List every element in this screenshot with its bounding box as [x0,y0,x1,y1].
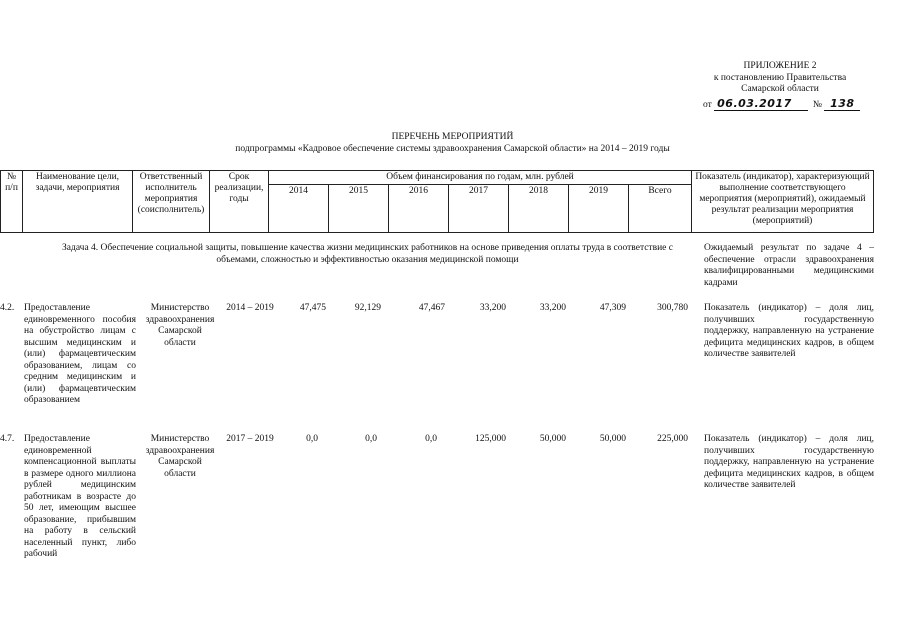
header-total: Всего [629,185,692,233]
header-funding-group: Объем финансирования по годам, млн. рублей [269,171,692,185]
row-4-7-value-2019: 50,000 [599,434,626,444]
row-4-2-value-2017: 33,200 [479,303,506,313]
task-4-text: Задача 4. Обеспечение социальной защиты, повышение качества жизни медицинских работников на основе приведения оплаты труда в соответствие с объемами, сложностью и эффективностью оказания медицинской помощи [62,243,673,265]
task-4-result: Ожидаемый результат по задаче 4 – обеспечение отрасли здравоохранения квалифицированными медицинскими кадрами [704,243,874,288]
row-4-7-value-2018: 50,000 [539,434,566,444]
document-subtitle: подпрограммы «Кадровое обеспечение системы здравоохранения Самарской области» на 2014 – 2019 годы [235,144,670,154]
row-4-7-value-2016: 0,0 [425,434,437,444]
header-name: Наименование цели, задачи, мероприятия [23,171,133,233]
date-prefix: от [703,100,712,110]
header-responsible: Ответственный исполнитель мероприятия (соисполнитель) [133,171,210,233]
appendix-line-2: Самарской области [741,84,819,94]
row-4-7-value-2014: 0,0 [306,434,318,444]
row-4-2-value-2016: 47,467 [418,303,445,313]
row-4-7-value-total: 225,000 [657,434,688,444]
appendix-title: ПРИЛОЖЕНИЕ 2 [743,61,817,71]
header-term: Срок реализации, годы [210,171,269,233]
row-4-2-value-2018: 33,200 [539,303,566,313]
header-year-2017: 2017 [449,185,509,233]
row-4-2-name: Предоставление единовременного пособия на обустройство лицам с высшим медицинским и (или) фармацевтическим образованием, лицам со средним медицинским и (или) фармацевтическим образованием [24,303,136,405]
row-4-2-responsible: Министерство здравоохранения Самарской области [145,303,215,348]
row-4-7-responsible: Министерство здравоохранения Самарской области [145,434,215,479]
header-year-2016: 2016 [389,185,449,233]
appendix-block [680,61,880,96]
handwritten-number: 138 [824,97,860,111]
row-4-7-name: Предоставление единовременной компенсационной выплаты в размере одного миллиона рублей медицинским работникам в возрасте до 50 лет, имеющим высшее образование, прибывшим на работу в сельский населенный пункт, либо рабочий [24,434,136,559]
header-num: № п/п [1,171,23,233]
header-year-2019: 2019 [569,185,629,233]
header-year-2018: 2018 [509,185,569,233]
row-4-2-indicator: Показатель (индикатор) – доля лиц, получивших государственную поддержку, направленную на устранение дефицита медицинских кадров, в общем количестве заявителей [704,303,874,359]
document-title: ПЕРЕЧЕНЬ МЕРОПРИЯТИЙ [391,132,514,142]
appendix-line-1: к постановлению Правительства [713,72,847,83]
row-4-2-value-2014: 47,475 [299,303,326,313]
row-4-2-term: 2014 – 2019 [226,303,274,313]
row-4-2-value-total: 300,780 [657,303,688,313]
row-4-7-num: 4.7. [0,434,15,444]
header-year-2015: 2015 [329,185,389,233]
row-4-7-indicator: Показатель (индикатор) – доля лиц, получивших государственную поддержку, направленную на устранение дефицита медицинских кадров, в общем количестве заявителей [704,434,874,490]
row-4-7-value-2017: 125,000 [475,434,506,444]
handwritten-date: 06.03.2017 [714,97,808,111]
row-4-2-value-2015: 92,129 [354,303,381,313]
header-table [0,170,874,233]
header-indicator: Показатель (индикатор), характеризующий выполнение соответствующего мероприятия (мероприятий), ожидаемый результат реализации мероприятия (мероприятий) [692,171,874,233]
appendix-date-number [703,97,860,111]
row-4-7-term: 2017 – 2019 [226,434,274,444]
row-4-2-value-2019: 47,309 [599,303,626,313]
row-4-7-value-2015: 0,0 [365,434,377,444]
row-4-2-num: 4.2. [0,303,15,313]
header-year-2014: 2014 [269,185,329,233]
number-prefix: № [812,100,822,110]
